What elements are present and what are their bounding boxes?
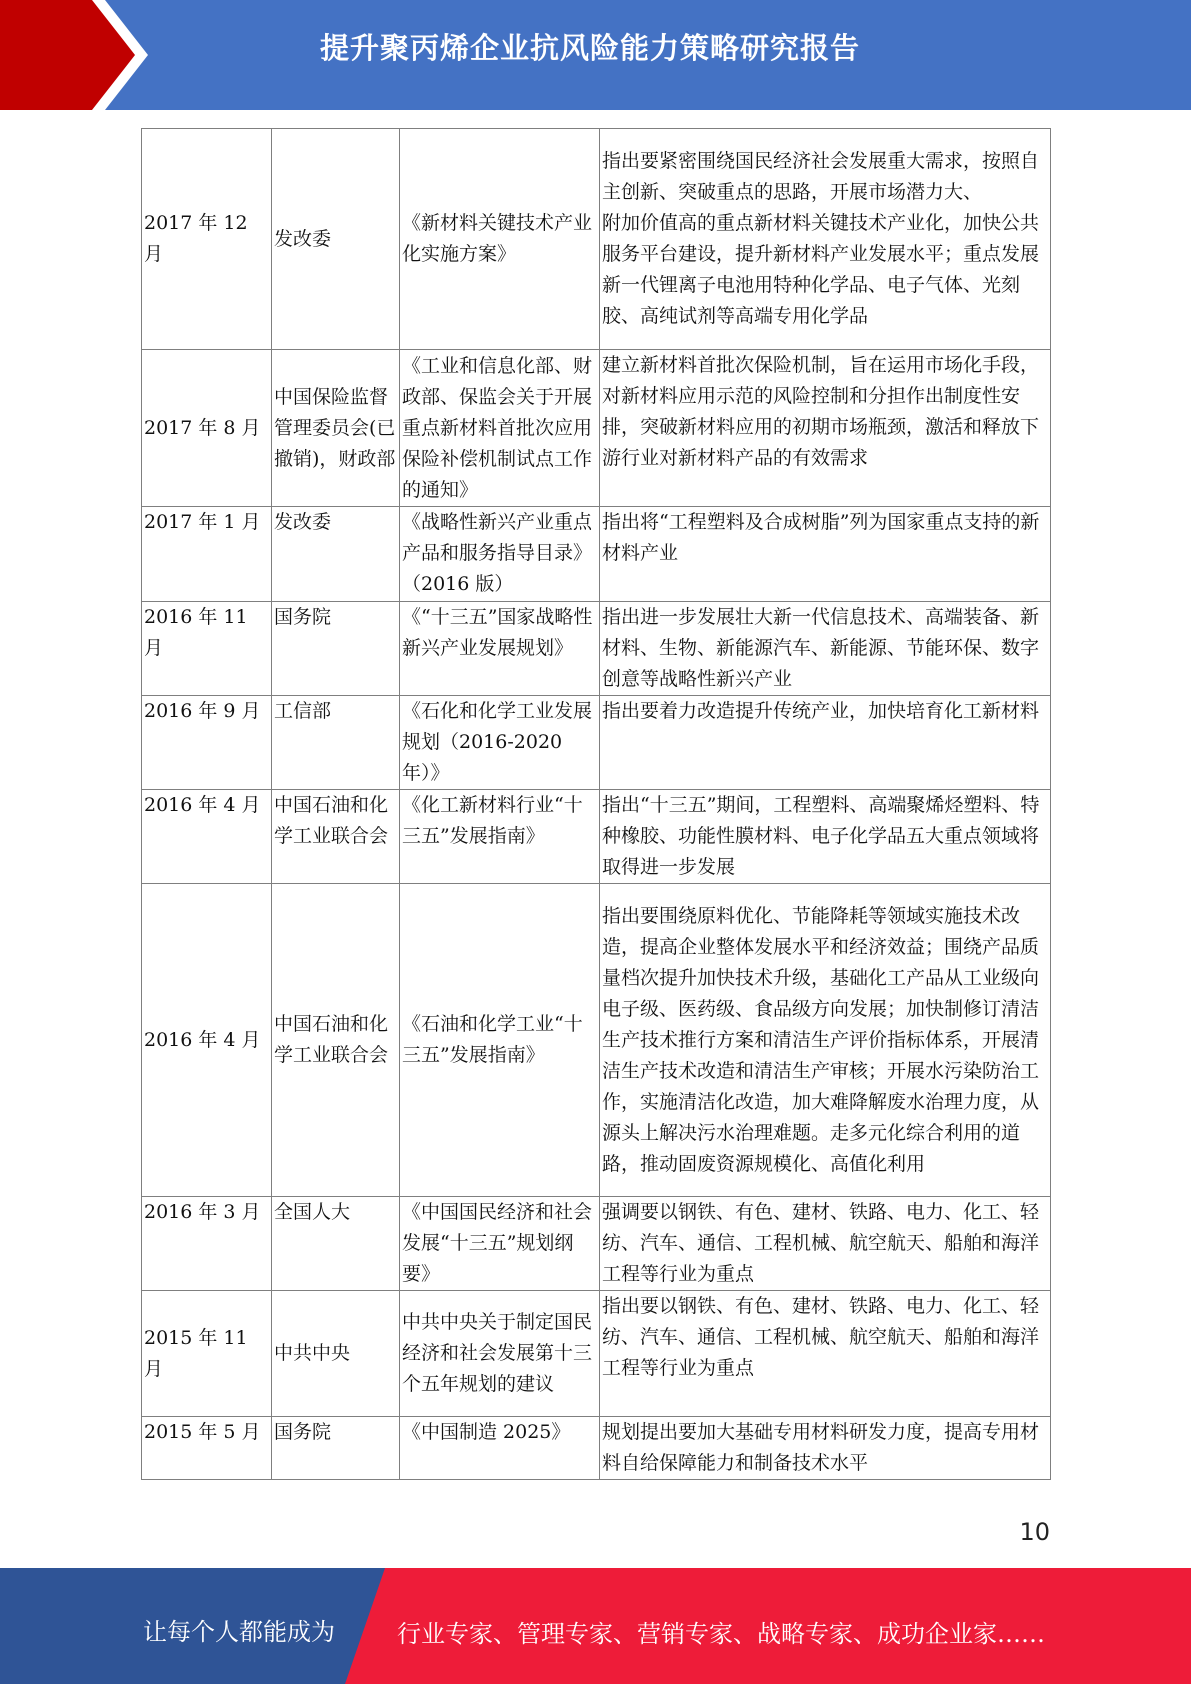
- agency-cell: 发改委: [272, 129, 400, 350]
- policy-cell: 《战略性新兴产业重点产品和服务指导目录》（2016 版）: [400, 507, 600, 602]
- date-cell: 2017 年 8 月: [142, 350, 272, 507]
- table-row: [142, 602, 1051, 696]
- table-row: [142, 507, 1051, 602]
- header-arrow-decoration: [0, 0, 200, 110]
- date-cell: 2016 年 4 月: [142, 790, 272, 884]
- policy-cell: 中共中央关于制定国民经济和社会发展第十三个五年规划的建议: [400, 1291, 600, 1417]
- date-cell: 2015 年 5 月: [142, 1417, 272, 1480]
- content-cell: 指出要以钢铁、有色、建材、铁路、电力、化工、轻纺、汽车、通信、工程机械、航空航天、船舶和海洋工程等行业为重点: [600, 1291, 1051, 1417]
- content-cell: 指出要紧密围绕国民经济社会发展重大需求，按照自主创新、突破重点的思路，开展市场潜力大、 附加价值高的重点新材料关键技术产业化，加快公共服务平台建设，提升新材料产业发展水平；重点发展新一代锂离子电池用特种化学品、电子气体、光刻胶、高纯试剂等高端专用化学品: [600, 129, 1051, 350]
- content-cell: 指出将“工程塑料及合成树脂”列为国家重点支持的新材料产业: [600, 507, 1051, 602]
- content-cell: 规划提出要加大基础专用材料研发力度，提高专用材料自给保障能力和制备技术水平: [600, 1417, 1051, 1480]
- agency-cell: 全国人大: [272, 1197, 400, 1291]
- policy-cell: 《化工新材料行业“十三五”发展指南》: [400, 790, 600, 884]
- agency-cell: 工信部: [272, 696, 400, 790]
- table-row: [142, 790, 1051, 884]
- table-row: [142, 696, 1051, 790]
- content-cell: 指出“十三五”期间，工程塑料、高端聚烯烃塑料、特种橡胶、功能性膜材料、电子化学品五大重点领域将取得进一步发展: [600, 790, 1051, 884]
- agency-cell: 发改委: [272, 507, 400, 602]
- date-cell: 2015 年 11 月: [142, 1291, 272, 1417]
- table-row: [142, 129, 1051, 350]
- content-cell: 指出要着力改造提升传统产业，加快培育化工新材料: [600, 696, 1051, 790]
- policy-cell: 《石化和化学工业发展规划（2016-2020 年）》: [400, 696, 600, 790]
- policy-cell: 《中国制造 2025》: [400, 1417, 600, 1480]
- agency-cell: 中共中央: [272, 1291, 400, 1417]
- page-number: 10: [1019, 1518, 1050, 1546]
- page-footer: [0, 1568, 1191, 1684]
- policy-cell: 《新材料关键技术产业化实施方案》: [400, 129, 600, 350]
- date-cell: 2016 年 9 月: [142, 696, 272, 790]
- policy-cell: 《石油和化学工业“十三五”发展指南》: [400, 884, 600, 1197]
- table-row: [142, 1197, 1051, 1291]
- agency-cell: 国务院: [272, 1417, 400, 1480]
- agency-cell: 中国石油和化学工业联合会: [272, 884, 400, 1197]
- report-title: 提升聚丙烯企业抗风险能力策略研究报告: [320, 31, 861, 65]
- content-cell: 指出进一步发展壮大新一代信息技术、高端装备、新材料、生物、新能源汽车、新能源、节能环保、数字创意等战略性新兴产业: [600, 602, 1051, 696]
- policy-cell: 《工业和信息化部、财政部、保监会关于开展重点新材料首批次应用保险补偿机制试点工作的通知》: [400, 350, 600, 507]
- agency-cell: 中国石油和化学工业联合会: [272, 790, 400, 884]
- date-cell: 2016 年 4 月: [142, 884, 272, 1197]
- content-cell: 强调要以钢铁、有色、建材、铁路、电力、化工、轻纺、汽车、通信、工程机械、航空航天、船舶和海洋工程等行业为重点: [600, 1197, 1051, 1291]
- agency-cell: 中国保险监督管理委员会(已撤销)，财政部: [272, 350, 400, 507]
- policy-table: [141, 128, 1051, 1480]
- date-cell: 2016 年 11 月: [142, 602, 272, 696]
- date-cell: 2017 年 12 月: [142, 129, 272, 350]
- page-header: [0, 0, 1191, 110]
- date-cell: 2016 年 3 月: [142, 1197, 272, 1291]
- agency-cell: 国务院: [272, 602, 400, 696]
- footer-slogan-left: 让每个人都能成为: [143, 1618, 335, 1646]
- date-cell: 2017 年 1 月: [142, 507, 272, 602]
- table-row: [142, 1291, 1051, 1417]
- table-row: [142, 350, 1051, 507]
- footer-slogan-right: 行业专家、管理专家、营销专家、战略专家、成功企业家……: [397, 1620, 1045, 1648]
- content-cell: 指出要围绕原料优化、节能降耗等领域实施技术改造，提高企业整体发展水平和经济效益；围绕产品质量档次提升加快技术升级，基础化工产品从工业级向电子级、医药级、食品级方向发展；加快制修订清洁生产技术推行方案和清洁生产评价指标体系，开展清洁生产技术改造和清洁生产审核；开展水污染防治工作，实施清洁化改造，加大难降解废水治理力度，从源头上解决污水治理难题。走多元化综合利用的道路，推动固废资源规模化、高值化利用: [600, 884, 1051, 1197]
- content-cell: 建立新材料首批次保险机制，旨在运用市场化手段，对新材料应用示范的风险控制和分担作出制度性安排，突破新材料应用的初期市场瓶颈，激活和释放下游行业对新材料产品的有效需求: [600, 350, 1051, 507]
- table-row: [142, 1417, 1051, 1480]
- policy-cell: 《中国国民经济和社会发展“十三五”规划纲要》: [400, 1197, 600, 1291]
- policy-cell: 《“十三五”国家战略性新兴产业发展规划》: [400, 602, 600, 696]
- table-row: [142, 884, 1051, 1197]
